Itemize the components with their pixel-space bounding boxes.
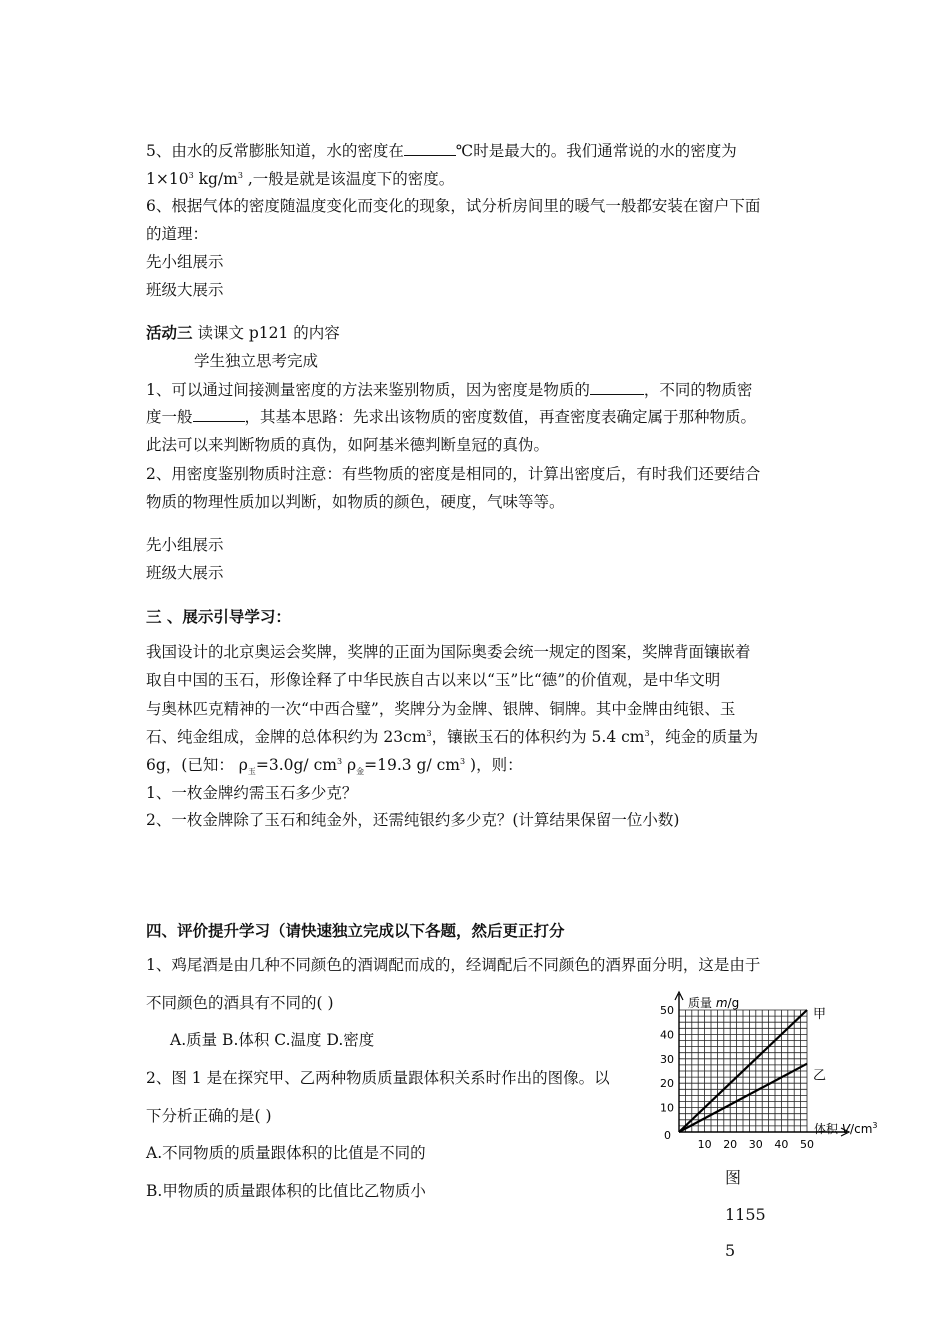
q5-text-b: ℃时是最大的。我们通常说的水的密度为 — [455, 142, 737, 160]
x-label-var: V — [841, 1122, 851, 1136]
section-3-title: 三 、展示引导学习： — [146, 608, 291, 626]
section-4-q2-option-b: B.甲物质的质量跟体积的比值比乙物质小 — [146, 1182, 426, 1200]
s3-p4-b: ，镶嵌玉石的体积约为 5.4 cm — [431, 728, 645, 746]
activity-3-subtitle: 学生独立思考完成 — [194, 352, 319, 370]
activity-3-q2-line-1: 2、用密度鉴别物质时注意：有些物质的密度是相同的，计算出密度后，有时我们还要结合 — [146, 465, 761, 483]
figure-caption-3: 5 — [725, 1241, 736, 1260]
a3-q1-l2-text-a: 度一般 — [146, 408, 193, 426]
s3-p4-sup1: 3 — [426, 728, 432, 738]
section-4-q1-line-2: 不同颜色的酒具有不同的( ) — [146, 994, 334, 1012]
y-label-prefix: 质量 — [688, 996, 716, 1010]
section-3-para-3: 与奥林匹克精神的一次“中西合璧”，奖牌分为金牌、银牌、铜牌。其中金牌由纯银、玉 — [146, 700, 736, 718]
figure-caption-2: 1155 — [725, 1205, 766, 1224]
s3-p5-b: =3.0g/ cm — [255, 756, 337, 774]
section-4-q2-line-1: 2、图 1 是在探究甲、乙两种物质质量跟体积关系时作出的图像。以 — [146, 1069, 610, 1087]
y-tick-label: 20 — [660, 1077, 674, 1091]
a3-q1-l2-text-b: ，其基本思路：先求出该物质的密度数值，再查密度表确定属于那种物质。 — [244, 408, 757, 426]
x-tick-label: 40 — [774, 1138, 789, 1151]
series-label-yi: 乙 — [813, 1068, 827, 1084]
s3-p5-sub1: 玉 — [247, 767, 256, 777]
s3-p4-a: 石、纯金组成，金牌的总体积约为 23cm — [146, 728, 427, 746]
section-3-para-2: 取自中国的玉石，形像诠释了中华民族自古以来以“玉”比“德”的价值观，是中华文明 — [146, 671, 721, 689]
s3-p5-e: )，则： — [465, 756, 523, 774]
a3-q1-text-b: ，不同的物质密 — [643, 381, 753, 399]
question-6-line-2: 的道理： — [146, 225, 209, 243]
activity-3-q1-line-3: 此法可以来判断物质的真伪，如阿基米德判断皇冠的真伪。 — [146, 436, 550, 454]
q5-text-a: 5、由水的反常膨胀知道，水的密度在 — [146, 142, 404, 160]
question-5-line-1 — [146, 141, 737, 161]
q5-blank — [404, 141, 456, 156]
s3-p5-c: ρ — [342, 756, 357, 774]
origin-label: 0 — [664, 1129, 671, 1142]
y-tick-label: 30 — [660, 1052, 674, 1066]
s3-p5-d: =19.3 g/ cm — [364, 756, 460, 774]
y-tick-label: 10 — [660, 1101, 674, 1115]
s3-p5-a: 6g，(已知： ρ — [146, 756, 248, 774]
series-label-jia: 甲 — [813, 1007, 827, 1022]
question-5-line-2 — [146, 169, 454, 189]
section-3-para-5 — [146, 755, 523, 775]
section-3-question-2: 2、一枚金牌除了玉石和纯金外，还需纯银约多少克？(计算结果保留一位小数) — [146, 811, 680, 829]
activity-3-title-rest: 读课文 p121 的内容 — [192, 324, 340, 342]
question-6-line-1: 6、根据气体的密度随温度变化而变化的现象，试分析房间里的暖气一般都安装在窗户下面 — [146, 197, 761, 215]
q5-l2-text-b: kg/m — [193, 170, 238, 188]
section-4-q2-option-a: A.不同物质的质量跟体积的比值是不同的 — [146, 1144, 426, 1162]
s3-p5-sub2: 金 — [356, 767, 365, 777]
section-3-para-1: 我国设计的北京奥运会奖牌，奖牌的正面为国际奥委会统一规定的图案，奖牌背面镶嵌着 — [146, 643, 751, 661]
x-tick-label: 20 — [723, 1138, 738, 1151]
x-label-unit: /cm — [850, 1122, 873, 1136]
q5-l2-text-a: 1×10 — [146, 170, 189, 188]
section-3-para-4 — [146, 727, 758, 747]
figure-caption-1: 图 — [725, 1168, 742, 1187]
mass-volume-chart — [640, 990, 900, 1170]
section-4-q2-line-2: 下分析正确的是( ) — [146, 1107, 272, 1125]
s3-p4-c: ，纯金的质量为 — [649, 728, 759, 746]
y-tick-label: 40 — [660, 1028, 674, 1042]
activity-3-q2-line-2: 物质的物理性质加以判断，如物质的颜色，硬度，气味等等。 — [146, 493, 565, 511]
y-label-var: m — [715, 996, 728, 1010]
q5-l2-sup2: 3 — [237, 170, 243, 180]
class-show-2: 班级大展示 — [146, 564, 224, 582]
s3-p5-sup1: 3 — [336, 756, 343, 766]
activity-3-q1-line-1 — [146, 380, 752, 400]
section-4-q1-line-1: 1、鸡尾酒是由几种不同颜色的酒调配而成的，经调配后不同颜色的酒界面分明，这是由于 — [146, 956, 761, 974]
q5-l2-sup1: 3 — [188, 170, 194, 180]
activity-3-title: 活动三 — [146, 324, 193, 342]
x-tick-label: 50 — [800, 1138, 814, 1151]
group-show-1: 先小组展示 — [146, 253, 224, 271]
y-label-unit: /g — [727, 996, 740, 1010]
section-3-question-1: 1、一枚金牌约需玉石多少克？ — [146, 784, 358, 802]
y-axis-label — [688, 995, 739, 1010]
x-tick-label: 10 — [697, 1138, 712, 1151]
x-label-prefix: 体积 — [814, 1122, 842, 1136]
activity-3-heading — [146, 323, 340, 343]
q5-l2-text-c: ,一般是就是该温度下的密度。 — [242, 170, 455, 188]
s3-p5-sup2: 3 — [460, 756, 466, 766]
x-tick-label: 30 — [748, 1138, 763, 1151]
section-4-q1-options: A.质量 B.体积 C.温度 D.密度 — [170, 1031, 375, 1049]
activity-3-q1-line-2 — [146, 407, 756, 427]
a3-q1-text-a: 1、可以通过间接测量密度的方法来鉴别物质，因为密度是物质的 — [146, 381, 590, 399]
y-tick-label: 50 — [660, 1004, 674, 1017]
a3-q1-blank-1 — [590, 380, 644, 395]
a3-q1-blank-2 — [193, 407, 245, 422]
section-4-title: 四、评价提升学习（请快速独立完成以下各题，然后更正打分 — [146, 922, 565, 940]
class-show-1: 班级大展示 — [146, 281, 224, 299]
group-show-2: 先小组展示 — [146, 536, 224, 554]
s3-p4-sup2: 3 — [644, 728, 650, 738]
x-label-sup: 3 — [872, 1121, 878, 1130]
